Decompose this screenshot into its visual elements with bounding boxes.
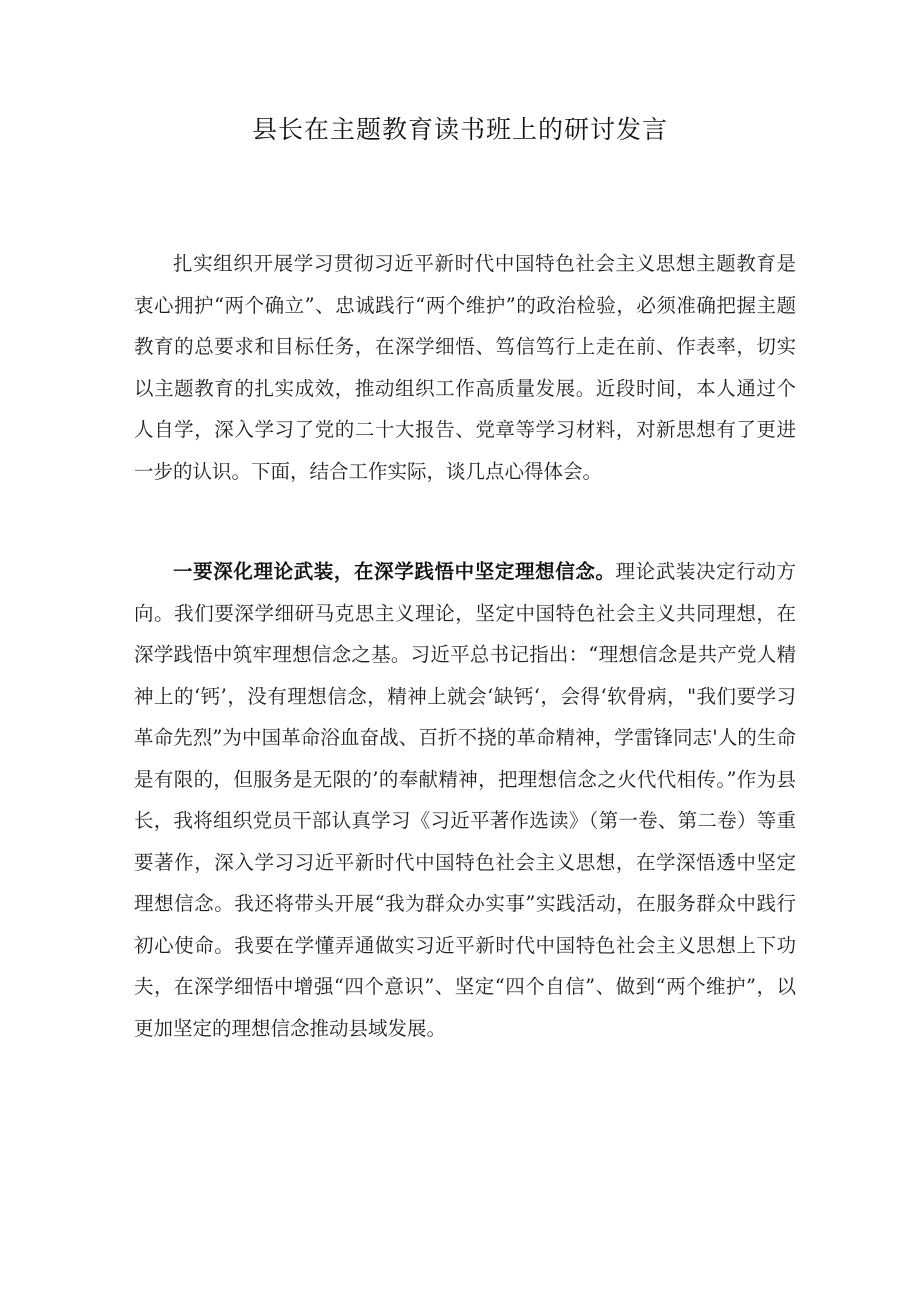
section-one-text: 理论武装决定行动方向。我们要深学细研马克思主义理论，坚定中国特色社会主义共同理想，在深学践悟中筑牢理想信念之基。习近平总书记指出：“理想信念是共产党人精神上的‘钙’，没有理想信念，精神上就会‘缺钙‘，会得‘软骨病，"我们要学习革命先烈”为中国革命浴血奋战、百折不挠的革命精神，学雷锋同志'人的生命是有限的，但服务是无限的’的奉献精神，把理想信念之火代代相传。”作为县长，我将组织党员干部认真学习《习近平著作选读》（第一卷、第二卷）等重要著作，深入学习习近平新时代中国特色社会主义思想，在学深悟透中坚定理想信念。我还将带头开展“我为群众办实事”实践活动，在服务群众中践行初心使命。我要在学懂弄通做实习近平新时代中国特色社会主义思想上下功夫，在深学细悟中增强“四个意识”、坚定“四个自信”、做到“两个维护”，以更加坚定的理想信念推动县域发展。 — [134, 560, 796, 1040]
intro-paragraph-text: 扎实组织开展学习贯彻习近平新时代中国特色社会主义思想主题教育是衷心拥护“两个确立”、忠诚践行“两个维护”的政治检验，必须准确把握主题教育的总要求和目标任务，在深学细悟、笃信笃行上走在前、作表率，切实以主题教育的扎实成效，推动组织工作高质量发展。近段时间，本人通过个人自学，深入学习了党的二十大报告、党章等学习材料，对新思想有了更进一步的认识。下面，结合工作实际，谈几点心得体会。 — [134, 252, 796, 483]
section-one-heading: 一要深化理论武装，在深学践悟中坚定理想信念。 — [173, 560, 616, 583]
document-title: 县长在主题教育读书班上的研讨发言 — [251, 115, 668, 144]
intro-paragraph — [134, 243, 796, 492]
section-one-paragraph — [134, 551, 796, 1049]
